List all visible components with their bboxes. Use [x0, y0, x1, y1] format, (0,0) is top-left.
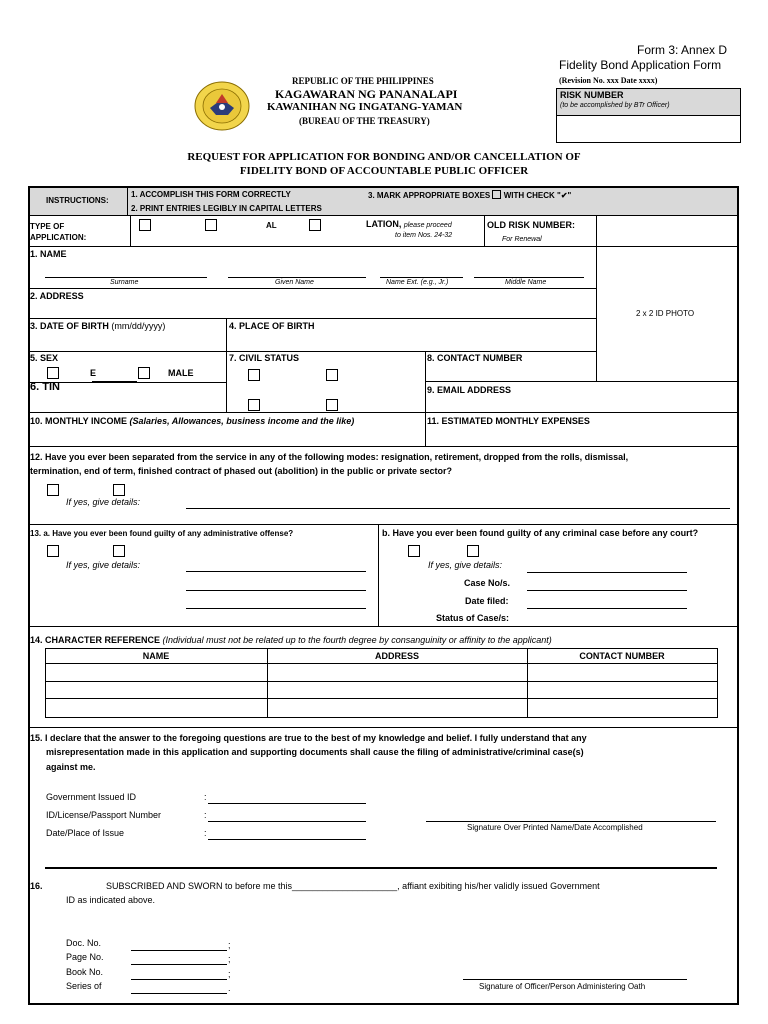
instruction-3-check-text: WITH CHECK "	[503, 191, 561, 200]
book-no-label: Book No.	[66, 967, 104, 977]
tin-label: 6. TIN	[30, 381, 60, 393]
sex-female-fragment: E	[90, 368, 97, 378]
q12-line2: termination, end of term, finished contract of phased out (abolition) in the public or private sector?	[30, 466, 453, 476]
ref-row-1[interactable]	[46, 664, 716, 680]
q13b-details-label: If yes, give details:	[428, 560, 503, 570]
income-note: (Salaries, Allowances, business income and the like)	[129, 416, 355, 426]
given-name-caption: Given Name	[275, 279, 314, 286]
applicant-signature-caption: Signature Over Printed Name/Date Accomplished	[467, 823, 643, 832]
instruction-2: 2. PRINT ENTRIES LEGIBLY IN CAPITAL LETTERS	[131, 204, 322, 213]
case-status-label: Status of Case/s:	[436, 613, 510, 623]
q13a-label: 13. a. Have you ever been found guilty of any administrative offense?	[30, 529, 294, 538]
doc-no-field[interactable]	[131, 950, 227, 951]
doc-no-label: Doc. No.	[66, 938, 102, 948]
date-place-field[interactable]	[208, 839, 366, 840]
char-ref-note: (Individual must not be related up to the fourth degree by consanguinity or affinity to the applicant)	[162, 635, 552, 645]
income-text: 10. MONTHLY INCOME	[30, 416, 128, 426]
colon-3: :	[204, 828, 207, 838]
for-renewal-label: For Renewal	[502, 236, 542, 243]
risk-number-note: (to be accomplished by BTr Officer)	[560, 102, 670, 109]
q15-line2: misrepresentation made in this application and supporting documents shall cause the filing of administrative/criminal case(s)	[46, 747, 584, 757]
form-title: Fidelity Bond Application Form	[559, 58, 722, 72]
bureau-fil-label: KAWANIHAN NG INGATANG-YAMAN	[267, 101, 463, 113]
id-no-field[interactable]	[208, 821, 366, 822]
page-no-label: Page No.	[66, 952, 104, 962]
contact-number-label: 8. CONTACT NUMBER	[427, 353, 523, 363]
page-no-field[interactable]	[131, 964, 227, 965]
form-number: Form 3: Annex D	[637, 43, 728, 57]
instruction-3	[368, 190, 571, 200]
surname-caption: Surname	[110, 279, 139, 286]
civil-separated-checkbox[interactable]	[326, 399, 338, 411]
cancellation-note: please proceed	[403, 222, 452, 229]
dept-label: KAGAWARAN NG PANANALAPI	[275, 87, 458, 101]
address-label: 2. ADDRESS	[30, 291, 84, 301]
q13b-label: b. Have you ever been found guilty of any criminal case before any court?	[382, 528, 699, 538]
date-filed-label: Date filed:	[465, 596, 509, 606]
form-title-line2: FIDELITY BOND OF ACCOUNTABLE PUBLIC OFFICER	[239, 165, 529, 177]
semi-2: ;	[228, 954, 231, 964]
civil-widowed-checkbox[interactable]	[248, 399, 260, 411]
colon-2: :	[204, 810, 207, 820]
q13b-yes-checkbox[interactable]	[408, 545, 420, 557]
q13a-no-checkbox[interactable]	[113, 545, 125, 557]
ref-row-3[interactable]	[46, 699, 716, 715]
photo-label: 2 x 2 ID PHOTO	[636, 309, 695, 318]
revision-label: (Revision No. xxx Date xxxx)	[559, 76, 658, 85]
q13a-details-label: If yes, give details:	[66, 560, 141, 570]
col-contact-header: CONTACT NUMBER	[579, 651, 665, 661]
treasury-seal	[194, 81, 250, 131]
middle-name-caption: Middle Name	[505, 279, 547, 286]
name-ext-caption: Name Ext. (e.g., Jr.)	[386, 279, 449, 286]
checkbox-sample	[492, 190, 501, 199]
case-no-label: Case No/s.	[464, 578, 511, 588]
civil-status-label: 7. CIVIL STATUS	[229, 353, 300, 363]
q13b-no-checkbox[interactable]	[467, 545, 479, 557]
gov-id-field[interactable]	[208, 803, 366, 804]
type-app-label-1: TYPE OF	[30, 222, 65, 231]
name-label: 1. NAME	[30, 249, 67, 259]
sex-label: 5. SEX	[30, 353, 59, 363]
q12-yes-checkbox[interactable]	[47, 484, 59, 496]
dob-label	[30, 321, 165, 331]
q14-label	[30, 635, 552, 645]
monthly-expenses-label: 11. ESTIMATED MONTHLY EXPENSES	[427, 416, 590, 426]
cancellation-text: LATION,	[366, 219, 402, 229]
semi-1: ;	[228, 940, 231, 950]
civil-single-checkbox[interactable]	[248, 369, 260, 381]
gov-id-label: Government Issued ID	[46, 792, 137, 802]
officer-signature-caption: Signature of Officer/Person Administering Oath	[479, 982, 646, 991]
q13a-yes-checkbox[interactable]	[47, 545, 59, 557]
applicant-signature-line[interactable]	[426, 821, 716, 822]
type-cancellation-checkbox[interactable]	[309, 219, 321, 231]
q16-line2: ID as indicated above.	[66, 895, 156, 905]
id-no-label: ID/License/Passport Number	[46, 810, 162, 820]
email-label: 9. EMAIL ADDRESS	[427, 385, 512, 395]
pob-label: 4. PLACE OF BIRTH	[229, 321, 315, 331]
check-mark-icon: ✔	[560, 191, 568, 200]
old-risk-label: OLD RISK NUMBER:	[487, 220, 575, 230]
risk-number-box[interactable]	[556, 88, 741, 143]
q15-line1: 15. I declare that the answer to the foregoing questions are true to the best of my knowledge and belief. I fully understand that any	[30, 733, 587, 743]
instruction-3-close: "	[567, 191, 572, 200]
date-place-label: Date/Place of Issue	[46, 828, 125, 838]
bureau-en-label: (BUREAU OF THE TREASURY)	[299, 116, 430, 126]
instruction-3-text: 3. MARK APPROPRIATE BOXES	[368, 191, 491, 200]
type-new-checkbox[interactable]	[139, 219, 151, 231]
q16-line1: SUBSCRIBED AND SWORN to before me this_____________________, affiant exibiting his/her validly issued Government	[106, 881, 600, 891]
type-app-label-2: APPLICATION:	[30, 233, 87, 242]
risk-number-label: RISK NUMBER	[560, 90, 624, 100]
sex-female-checkbox[interactable]	[47, 367, 59, 379]
sex-male-checkbox[interactable]	[138, 367, 150, 379]
sex-male-label: MALE	[168, 368, 194, 378]
republic-label: REPUBLIC OF THE PHILIPPINES	[292, 76, 434, 86]
col-address-header: ADDRESS	[374, 651, 419, 661]
col-name-header: NAME	[142, 651, 170, 661]
instructions-label: INSTRUCTIONS:	[46, 196, 109, 205]
form-title-line1: REQUEST FOR APPLICATION FOR BONDING AND/OR CANCELLATION OF	[187, 151, 581, 163]
type-cancellation-label	[366, 219, 452, 229]
officer-signature-line[interactable]	[463, 979, 687, 980]
instruction-1: 1. ACCOMPLISH THIS FORM CORRECTLY	[131, 190, 291, 199]
ref-row-2[interactable]	[46, 682, 716, 698]
q12-details-label: If yes, give details:	[66, 497, 141, 507]
series-label: Series of	[66, 981, 102, 991]
civil-married-checkbox[interactable]	[326, 369, 338, 381]
dob-format: (mm/dd/yyyy)	[111, 321, 166, 331]
dot-4: .	[228, 983, 231, 993]
q12-no-checkbox[interactable]	[113, 484, 125, 496]
char-ref-text: 14. CHARACTER REFERENCE	[30, 635, 161, 645]
q15-line3: against me.	[46, 762, 96, 772]
book-no-field[interactable]	[131, 979, 227, 980]
series-field[interactable]	[131, 993, 227, 994]
dob-text: 3. DATE OF BIRTH	[30, 321, 109, 331]
q12-line1: 12. Have you ever been separated from the service in any of the following modes: resignation, retirement, dropped from the rolls, dismissal,	[30, 452, 629, 462]
monthly-income-label	[30, 416, 354, 426]
cancellation-note-2: to item Nos. 24-32	[395, 232, 453, 239]
type-renewal-fragment: AL	[266, 221, 277, 230]
q16-number: 16.	[30, 881, 43, 891]
semi-3: ;	[228, 969, 231, 979]
colon-1: :	[204, 792, 207, 802]
type-renewal-checkbox[interactable]	[205, 219, 217, 231]
